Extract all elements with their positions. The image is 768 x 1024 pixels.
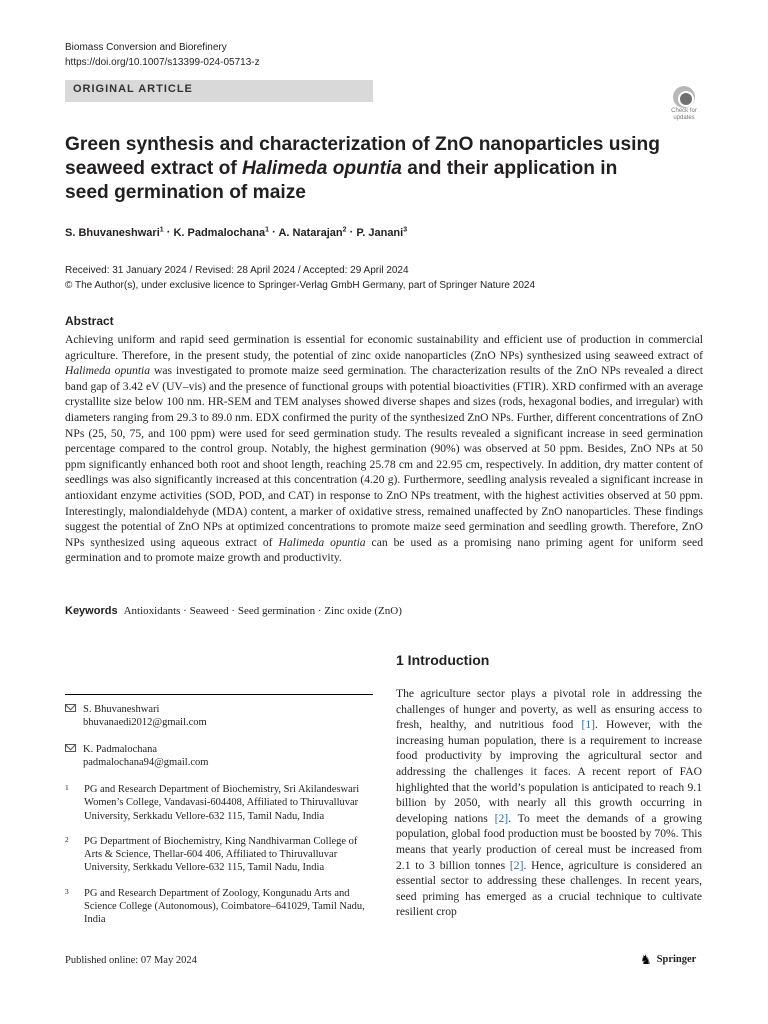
section-heading: 1 Introduction (396, 652, 490, 668)
affiliation-text: PG Department of Biochemistry, King Nandhivarman College of Arts & Science, Thellar-604 406, Affiliated to Thiruvalluvar University, Serkkadu Vellore-632 115, Tamil Nadu, India (84, 835, 358, 874)
check-for-updates-label: Check for updates (671, 108, 697, 121)
contact-name: S. Bhuvaneshwari (83, 704, 160, 715)
affiliation-number: 2 (65, 834, 69, 844)
contact-entry (65, 703, 373, 729)
affiliation-text: PG and Research Department of Zoology, Kongunadu Arts and Science College (Autonomous), Coimbatore–641029, Tamil Nadu, India (84, 887, 365, 926)
affiliation-text: PG and Research Department of Biochemistry, Sri Akilandeswari Women’s College, Vandavasi-604408, Affiliated to Thiruvalluvar University, Serkkadu Vellore-632 115, Tamil Nadu, India (84, 784, 360, 822)
keywords-list: Antioxidants · Seaweed · Seed germination · Zinc oxide (ZnO) (123, 605, 402, 617)
abstract-body: Achieving uniform and rapid seed germination is essential for economic sustainability and efficient use of production in commercial agriculture. Therefore, in the present study, the potential of zinc oxide nanoparticles (ZnO NPs) synthesized using seaweed extract of Halimeda opuntia was investigated to promote maize seed germination. The characterization results of the ZnO NPs revealed a direct band gap of 3.42 eV (UV–vis) and the presence of functional groups with potential bioactivities (FTIR). XRD confirmed with an average crystallite size below 100 nm. HR-SEM and TEM analyses showed diverse shapes and sizes (rods, hexagonal bodies, and irregular) with diameters ranging from 29.3 to 89.0 nm. EDX confirmed the purity of the synthesized ZnO NPs. Further, different concentrations of ZnO NPs (25, 50, 75, and 100 ppm) were used for seed germination study. The results revealed a significant increase in seed germination percentage compared to the control group. Notably, the highest germination (90%) was observed at 50 ppm. Besides, ZnO NPs at 50 ppm significantly enhanced both root and shoot length, reaching 25.78 cm and 22.95 cm, respectively. In addition, dry matter content of seedlings was also significantly increased at this concentration (4.20 g). Furthermore, seedling analysis revealed a significant increase in antioxidant enzyme activities (SOD, POD, and CAT) in response to ZnO NPs treatment, with the highest activities observed at 50 ppm. Interestingly, malondialdehyde (MDA) content, a marker of oxidative stress, remained unaffected by ZnO nanoparticles. These findings suggest the potential of ZnO NPs at optimized concentrations to promote maize seed germination and seedling growth. Therefore, ZnO NPs synthesized using aqueous extract of Halimeda opuntia can be used as a promising nano priming agent for uniform seed germination and to promote maize growth and productivity. (65, 333, 703, 565)
citation-link[interactable]: [2] (494, 811, 509, 825)
abstract-heading: Abstract (65, 314, 114, 328)
contact-name: K. Padmalochana (83, 744, 158, 755)
affiliation (65, 835, 373, 875)
check-for-updates-icon (673, 86, 695, 108)
author-name[interactable]: P. Janani$^3$ (356, 226, 408, 239)
journal-name: Biomass Conversion and Biorefinery (65, 42, 227, 53)
affiliation (65, 783, 373, 823)
envelope-icon (65, 744, 76, 752)
article-history (65, 263, 535, 293)
contact-entry (65, 743, 373, 769)
affiliation-number: 3 (65, 886, 69, 896)
affiliation-number: 1 (65, 783, 69, 792)
author-name[interactable]: A. Natarajan$^2$ (278, 226, 347, 239)
publisher-logo (640, 953, 696, 966)
springer-horse-icon: ♞ (640, 952, 652, 967)
contact-email[interactable]: padmalochana94@gmail.com (83, 757, 209, 768)
introduction-body: The agriculture sector plays a pivotal role in addressing the challenges of hunger and poverty, as well as ensuring access to fresh, healthy, and nutritious food [1]. However, with the increasing human population, there is a requirement to increase food productivity by improving the agricultural sector and addressing the challenges it faces. A recent report of FAO highlighted that the world’s population is anticipated to reach 9.1 billion by 2050, with nearly all this growth occurring in developing nations [2]. To meet the demands of a growing population, global food production must be boosted by 70%. This means that yearly production of cereal must be increased from 2.1 to 3 billion tonnes [2]. Hence, agriculture is considered an essential sector to addressing these challenges. In recent years, seed priming has emerged as a crucial technique to cultivate resilient crop (396, 687, 703, 919)
article-type-bar (65, 80, 373, 102)
published-date: Published online: 07 May 2024 (65, 955, 197, 966)
article-type-label: ORIGINAL ARTICLE (73, 83, 193, 95)
copyright-line: © The Author(s), under exclusive licence to Springer-Verlag GmbH Germany, part of Springer Nature 2024 (65, 280, 535, 291)
affiliation (65, 887, 373, 927)
history-dates: Received: 31 January 2024 / Revised: 28 April 2024 / Accepted: 29 April 2024 (65, 265, 409, 276)
contact-email[interactable]: bhuvanaedi2012@gmail.com (83, 717, 207, 728)
citation-link[interactable]: [2] (509, 858, 524, 872)
article-title: Green synthesis and characterization of ZnO nanoparticles using seaweed extract of Halimeda opuntia and their application in seed germination of maize (65, 134, 660, 203)
author-footnotes (65, 694, 373, 939)
publisher-name: Springer (656, 954, 697, 965)
author-name[interactable]: K. Padmalochana$^1$ (173, 226, 270, 239)
journal-header (65, 40, 260, 70)
citation-link[interactable]: [1] (581, 718, 595, 732)
keywords (65, 605, 402, 617)
envelope-icon (65, 704, 76, 712)
check-for-updates-badge[interactable] (666, 84, 702, 124)
keywords-label: Keywords (65, 605, 118, 617)
author-list: S. Bhuvaneshwari$^1$ · K. Padmalochana$^1$ · A. Natarajan$^2$ · P. Janani$^3$ (65, 226, 408, 239)
doi-link[interactable]: https://doi.org/10.1007/s13399-024-05713-z (65, 57, 260, 68)
author-name[interactable]: S. Bhuvaneshwari$^1$ (65, 226, 164, 239)
